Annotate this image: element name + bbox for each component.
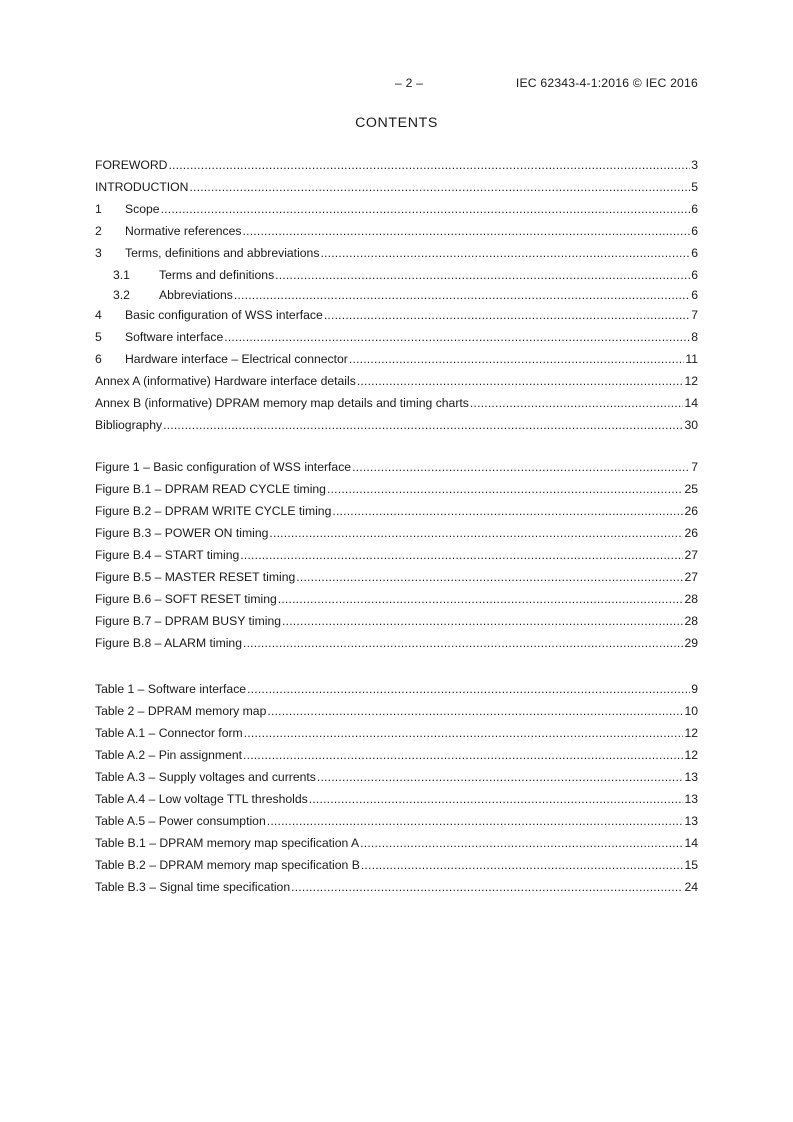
toc-entry-lead (95, 836, 359, 850)
toc-entry-number: 4 (95, 308, 102, 322)
toc-entry-label: Hardware interface – Electrical connector (125, 352, 348, 366)
toc-entry-label: Figure B.6 – SOFT RESET timing (95, 592, 277, 606)
toc-entry-lead (95, 246, 319, 260)
toc-page-number: 7 (691, 460, 698, 474)
toc-entry-lead (95, 526, 268, 540)
toc-entry-section[interactable] (95, 352, 698, 374)
toc-page-number: 7 (691, 308, 698, 322)
toc-leader-dots (161, 202, 691, 216)
toc-entry-number: 3.1 (113, 268, 130, 282)
toc-page-number: 9 (691, 682, 698, 696)
toc-page-number: 15 (684, 858, 698, 872)
toc-page-number: 11 (685, 352, 698, 366)
toc-entry-section[interactable] (95, 158, 698, 180)
toc-entry-label: Basic configuration of WSS interface (125, 308, 323, 322)
toc-page-number: 26 (684, 504, 698, 518)
toc-leader-dots (243, 224, 691, 238)
toc-page-number: 10 (684, 704, 698, 718)
toc-entry-table[interactable] (95, 836, 698, 858)
toc-entry-number: 2 (95, 224, 102, 238)
toc-page-number: 27 (684, 570, 698, 584)
toc-page-number: 5 (691, 180, 698, 194)
toc-entry-figure[interactable] (95, 592, 698, 614)
toc-entry-lead (95, 202, 160, 216)
page-title: CONTENTS (355, 115, 438, 131)
toc-entry-label: Table A.1 – Connector form (95, 726, 243, 740)
toc-page-number: 13 (684, 770, 698, 784)
toc-entry-number: 3 (95, 246, 102, 260)
toc-entry-label: Figure B.4 – START timing (95, 548, 240, 562)
toc-leader-dots (267, 814, 684, 828)
toc-entry-figure[interactable] (95, 636, 698, 658)
toc-entry-label: Figure B.7 – DPRAM BUSY timing (95, 614, 282, 628)
toc-leader-dots (352, 460, 690, 474)
toc-entry-table[interactable] (95, 726, 698, 748)
toc-entry-section[interactable] (95, 418, 698, 440)
toc-entry-section[interactable] (95, 330, 698, 352)
toc-entry-label: Figure 1 – Basic configuration of WSS interface (95, 460, 352, 474)
toc-entry-label: Table A.5 – Power consumption (95, 814, 266, 828)
toc-leader-dots (296, 570, 683, 584)
toc-entry-label: Normative references (125, 224, 242, 238)
toc-leader-dots (282, 614, 683, 628)
toc-leader-dots (360, 836, 683, 850)
toc-leader-dots (357, 374, 684, 388)
toc-tables-list (95, 682, 698, 902)
toc-entry-label: Terms, definitions and abbreviations (125, 246, 320, 260)
toc-entry-label: Figure B.5 – MASTER RESET timing (95, 570, 296, 584)
toc-entry-figure[interactable] (95, 570, 698, 592)
toc-entry-label: INTRODUCTION (95, 180, 189, 194)
toc-entry-label: Figure B.3 – POWER ON timing (95, 526, 269, 540)
toc-page-number: 12 (684, 748, 698, 762)
toc-entry-lead (95, 330, 223, 344)
toc-page-number: 6 (691, 246, 698, 260)
toc-entry-table[interactable] (95, 748, 698, 770)
toc-entry-label: Table B.2 – DPRAM memory map specification B (95, 858, 360, 872)
toc-entry-lead (95, 704, 266, 718)
toc-page-number: 26 (684, 526, 698, 540)
toc-entry-label: Table A.4 – Low voltage TTL thresholds (95, 792, 308, 806)
toc-entry-lead (95, 770, 316, 784)
toc-leader-dots (332, 504, 683, 518)
toc-leader-dots (269, 526, 683, 540)
toc-entry-section[interactable] (95, 308, 698, 330)
toc-leader-dots (224, 330, 690, 344)
toc-entry-lead (95, 880, 290, 894)
toc-entry-lead (95, 482, 326, 496)
toc-leader-dots (244, 726, 684, 740)
toc-entry-label: FOREWORD (95, 158, 168, 172)
toc-entry-table[interactable] (95, 880, 698, 902)
toc-entry-label: Annex A (informative) Hardware interface details (95, 374, 356, 388)
toc-page-number: 6 (691, 202, 698, 216)
toc-entry-lead (95, 636, 242, 650)
toc-entry-lead (95, 352, 348, 366)
toc-entry-label: Abbreviations (159, 288, 233, 302)
toc-entry-section[interactable] (95, 374, 698, 396)
toc-entry-label: Scope (125, 202, 160, 216)
toc-page-number: 30 (684, 418, 698, 432)
toc-entry-lead (95, 418, 162, 432)
toc-entry-label: Table B.3 – Signal time specification (95, 880, 291, 894)
toc-entry-lead (95, 374, 356, 388)
toc-page-number: 13 (684, 792, 698, 806)
toc-entry-label: Table A.2 – Pin assignment (95, 748, 243, 762)
toc-entry-label: Software interface (125, 330, 224, 344)
toc-leader-dots (163, 418, 683, 432)
toc-page-number: 28 (684, 592, 698, 606)
toc-entry-lead (95, 682, 246, 696)
toc-entry-figure[interactable] (95, 548, 698, 570)
toc-page-number: 8 (691, 330, 698, 344)
toc-leader-dots (324, 308, 690, 322)
toc-entry-lead (113, 268, 274, 282)
toc-leader-dots (240, 548, 683, 562)
toc-leader-dots (291, 880, 683, 894)
toc-entry-table[interactable] (95, 858, 698, 880)
toc-entry-label: Table 2 – DPRAM memory map (95, 704, 267, 718)
toc-entry-lead (95, 224, 242, 238)
toc-entry-table[interactable] (95, 792, 698, 814)
toc-entry-number: 6 (95, 352, 102, 366)
toc-sections-list (95, 158, 698, 440)
toc-leader-dots (470, 396, 684, 410)
toc-entry-number: 1 (95, 202, 102, 216)
toc-entry-section[interactable] (95, 180, 698, 202)
toc-leader-dots (247, 682, 690, 696)
toc-leader-dots (317, 770, 684, 784)
toc-page-number: 6 (691, 224, 698, 238)
toc-entry-figure[interactable] (95, 460, 698, 482)
toc-entry-lead (95, 504, 331, 518)
toc-entry-lead (95, 460, 351, 474)
toc-entry-lead (95, 158, 167, 172)
toc-entry-number: 5 (95, 330, 102, 344)
toc-entry-section[interactable] (95, 268, 698, 288)
toc-entry-lead (95, 592, 277, 606)
toc-page-number: 13 (684, 814, 698, 828)
toc-page-number: 28 (684, 614, 698, 628)
toc-entry-figure[interactable] (95, 614, 698, 636)
toc-entry-table[interactable] (95, 770, 698, 792)
toc-leader-dots (267, 704, 683, 718)
toc-page-number: 25 (684, 482, 698, 496)
toc-entry-label: Annex B (informative) DPRAM memory map details and timing charts (95, 396, 469, 410)
toc-leader-dots (275, 268, 690, 282)
toc-entry-section[interactable] (95, 288, 698, 308)
toc-entry-label: Figure B.2 – DPRAM WRITE CYCLE timing (95, 504, 332, 518)
toc-leader-dots (234, 288, 690, 302)
toc-figures-list (95, 460, 698, 658)
toc-leader-dots (320, 246, 690, 260)
toc-page-number: 6 (691, 268, 698, 282)
toc-page-number: 12 (684, 726, 698, 740)
toc-page-number: 29 (684, 636, 698, 650)
toc-leader-dots (168, 158, 690, 172)
toc-entry-label: Figure B.1 – DPRAM READ CYCLE timing (95, 482, 326, 496)
toc-entry-lead (95, 570, 295, 584)
document-reference: IEC 62343-4-1:2016 © IEC 2016 (515, 76, 698, 90)
toc-page-number: 27 (684, 548, 698, 562)
toc-entry-lead (95, 748, 242, 762)
toc-entry-lead (95, 614, 281, 628)
toc-leader-dots (189, 180, 690, 194)
toc-entry-lead (95, 792, 308, 806)
toc-entry-lead (95, 396, 469, 410)
toc-entry-lead (95, 726, 243, 740)
toc-entry-table[interactable] (95, 682, 698, 704)
toc-entry-lead (95, 180, 188, 194)
toc-entry-lead (95, 308, 323, 322)
toc-entry-figure[interactable] (95, 482, 698, 504)
toc-entry-section[interactable] (95, 224, 698, 246)
toc-page-number: 12 (684, 374, 698, 388)
toc-leader-dots (278, 592, 684, 606)
toc-entry-label: Bibliography (95, 418, 163, 432)
toc-page-number: 6 (691, 288, 698, 302)
page-header (95, 76, 698, 94)
toc-entry-section[interactable] (95, 396, 698, 418)
toc-entry-label: Table A.3 – Supply voltages and currents (95, 770, 316, 784)
toc-leader-dots (243, 748, 683, 762)
toc-entry-table[interactable] (95, 704, 698, 726)
toc-leader-dots (349, 352, 684, 366)
toc-leader-dots (361, 858, 684, 872)
toc-leader-dots (327, 482, 683, 496)
toc-entry-table[interactable] (95, 814, 698, 836)
toc-page-number: 3 (691, 158, 698, 172)
page-number: – 2 – (395, 76, 424, 90)
toc-page-number: 24 (684, 880, 698, 894)
toc-entry-lead (95, 548, 239, 562)
toc-entry-figure[interactable] (95, 526, 698, 548)
toc-page-number: 14 (684, 396, 698, 410)
toc-entry-section[interactable] (95, 246, 698, 268)
toc-page-number: 14 (684, 836, 698, 850)
toc-entry-lead (113, 288, 233, 302)
toc-entry-label: Terms and definitions (159, 268, 275, 282)
toc-leader-dots (243, 636, 683, 650)
toc-entry-number: 3.2 (113, 288, 130, 302)
toc-entry-label: Table 1 – Software interface (95, 682, 247, 696)
toc-entry-lead (95, 814, 266, 828)
toc-entry-lead (95, 858, 360, 872)
toc-entry-section[interactable] (95, 202, 698, 224)
toc-entry-label: Table B.1 – DPRAM memory map specification A (95, 836, 360, 850)
toc-entry-label: Figure B.8 – ALARM timing (95, 636, 242, 650)
toc-entry-figure[interactable] (95, 504, 698, 526)
toc-leader-dots (309, 792, 684, 806)
